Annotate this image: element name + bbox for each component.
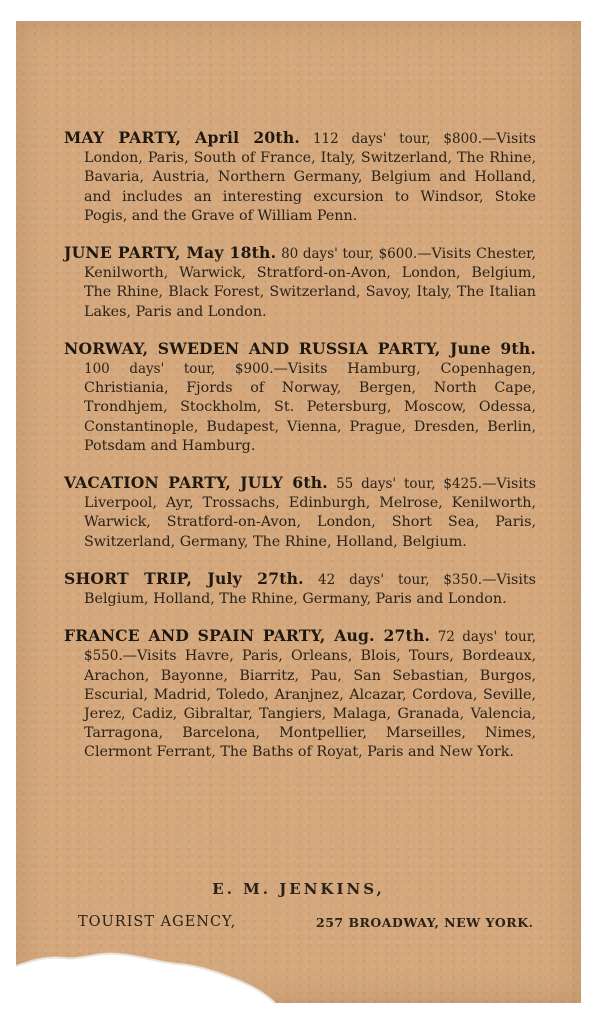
- entry-heading: SHORT TRIP, July 27th.: [64, 568, 304, 588]
- tour-entry-norway-sweden-russia: [64, 339, 536, 456]
- entry-itinerary: —Visits Hamburg, Copenhagen, Christiania, Fjords of Norway, Bergen, North Cape, Trondhjem, Stockholm, St. Petersburg, Moscow, Odessa, Constantinople, Budapest, Vienna, Prague, Dresden, Berlin, Potsdam and Hamburg.: [84, 361, 536, 454]
- tour-listing: [64, 128, 536, 780]
- entry-heading: NORWAY, SWEDEN AND RUSSIA PARTY, June 9th.: [64, 338, 536, 358]
- entry-duration-price: 112 days' tour, $800.: [312, 131, 483, 147]
- entry-duration-price: 100 days' tour, $900.: [84, 361, 274, 378]
- entry-duration-price: 80 days' tour, $600.: [281, 246, 418, 263]
- torn-corner: [16, 948, 276, 1004]
- agency-address: 257 BROADWAY, NEW YORK.: [316, 915, 534, 930]
- entry-itinerary: —Visits Belgium, Holland, The Rhine, Germany, Paris and London.: [84, 571, 537, 608]
- entry-duration-price: 55 days' tour, $425.: [336, 476, 483, 493]
- entry-duration-price: 42 days' tour, $350.: [318, 571, 483, 588]
- entry-heading: VACATION PARTY, JULY 6th.: [64, 473, 328, 493]
- tour-entry-june: [64, 243, 536, 322]
- entry-itinerary: —Visits Havre, Paris, Orleans, Blois, Tours, Bordeaux, Arachon, Bayonne, Biarritz, Pau, San Sebastian, Burgos, Escurial, Madrid, Toledo, Aranjnez, Alcazar, Cordova, Seville, Jerez, Cadiz, Gibraltar, Tangiers, Malaga, Granada, Valencia, Tarragona, Barcelona, Montpellier, Marseilles, Nimes, Clermont Ferrant, The Baths of Royat, Paris and New York.: [84, 648, 536, 761]
- entry-heading: JUNE PARTY, May 18th.: [64, 243, 277, 263]
- entry-heading: FRANCE AND SPAIN PARTY, Aug. 27th.: [64, 626, 431, 646]
- entry-itinerary: —Visits Liverpool, Ayr, Trossachs, Edinburgh, Melrose, Kenilworth, Warwick, Stratford-on-Avon, London, Short Sea, Paris, Switzerland, Germany, The Rhine, Holland, Belgium.: [84, 476, 537, 550]
- agency-name: TOURIST AGENCY,: [78, 914, 237, 930]
- tour-entry-may: [64, 128, 536, 226]
- tour-entry-vacation: [64, 473, 536, 552]
- entry-itinerary: —Visits Chester, Kenilworth, Warwick, Stratford-on-Avon, London, Belgium, The Rhine, Black Forest, Switzerland, Savoy, Italy, The Italian Lakes, Paris and London.: [84, 246, 536, 320]
- entry-duration-price: 72 days' tour, $550.: [84, 629, 536, 665]
- tour-entry-short-trip: [64, 569, 536, 609]
- agent-signature: E. M. JENKINS,: [212, 880, 385, 898]
- entry-heading: MAY PARTY, April 20th.: [64, 128, 300, 147]
- entry-itinerary: —Visits London, Paris, South of France, Italy, Switzerland, The Rhine, Bavaria, Austria, Northern Germany, Belgium and Holland, and includes an interesting excursion to Windsor, Stoke Pogis, and the Grave of William Penn.: [84, 131, 536, 224]
- tour-entry-france-spain: [64, 626, 536, 762]
